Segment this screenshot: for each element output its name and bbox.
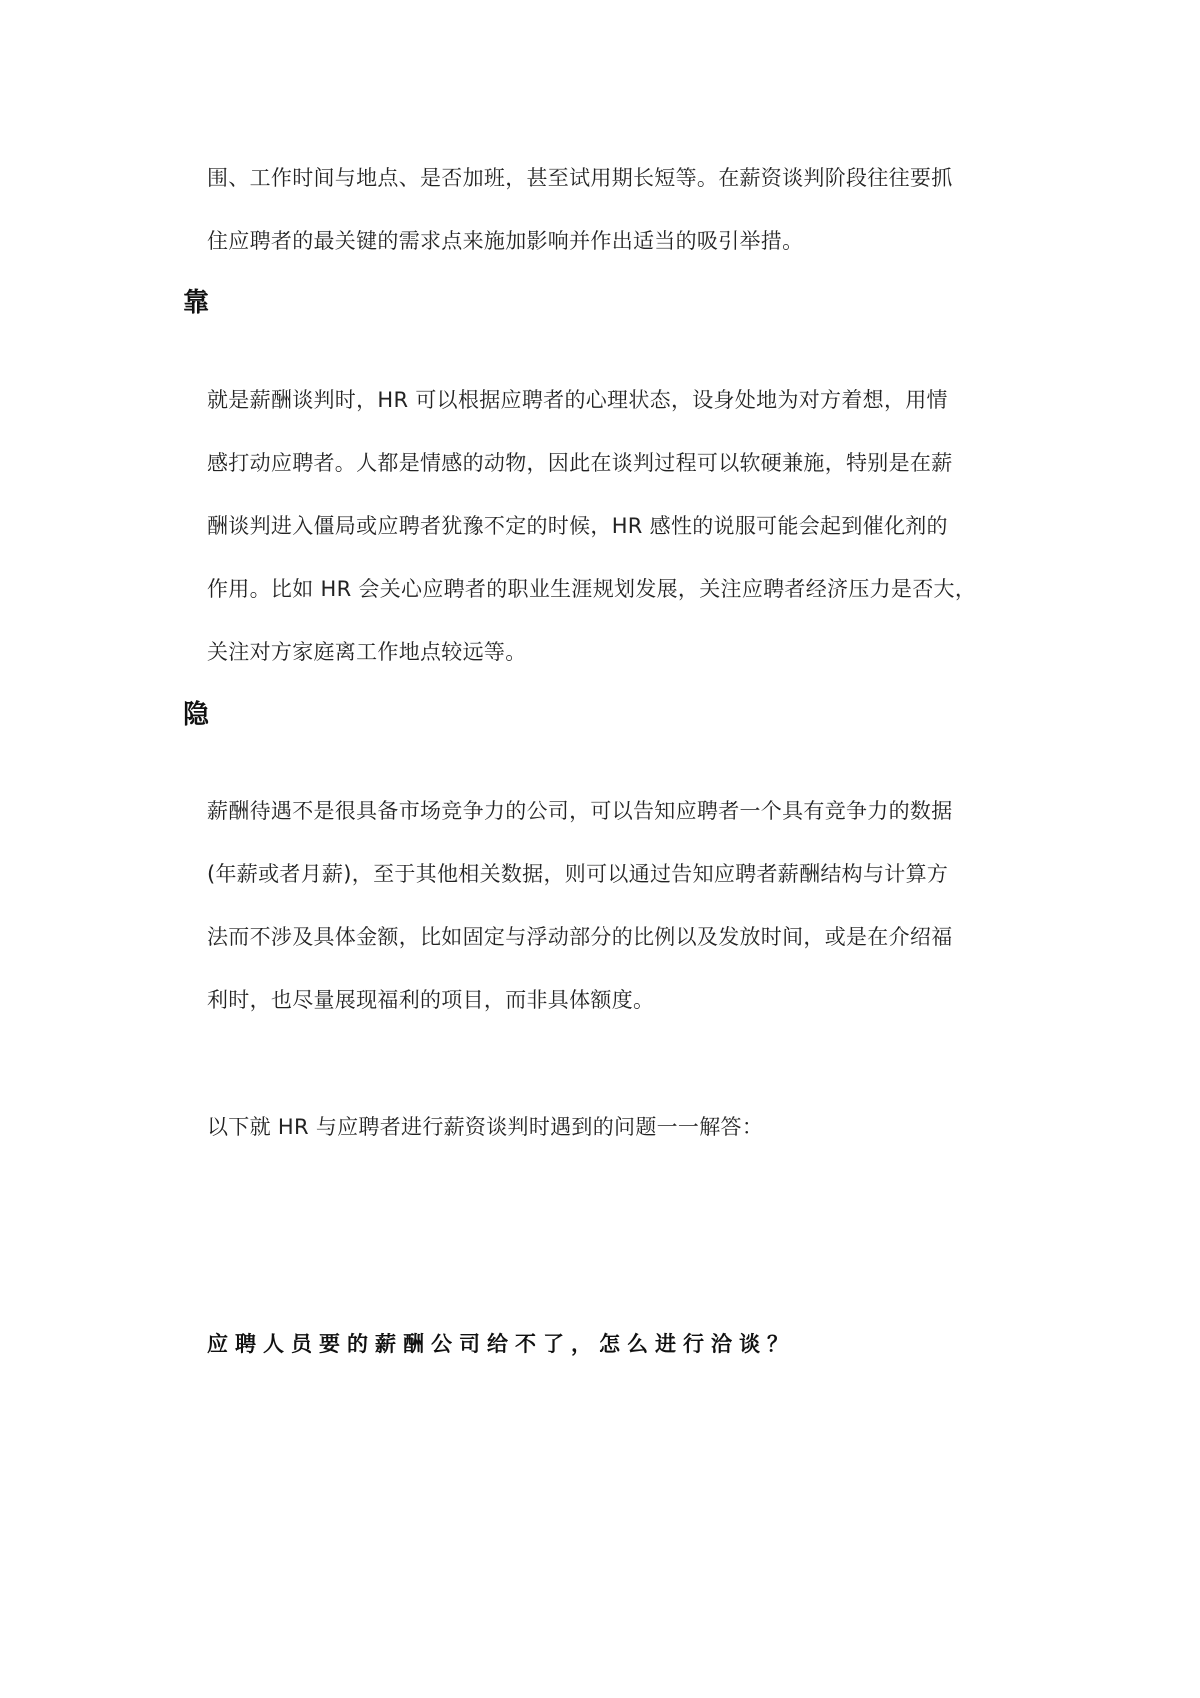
kao-line-1: 就是薪酬谈判时，HR 可以根据应聘者的心理状态，设身处地为对方着想，用情 [207, 388, 948, 412]
yin-line-2: (年薪或者月薪)，至于其他相关数据，则可以通过告知应聘者薪酬结构与计算方 [207, 862, 949, 886]
yin-line-3: 法而不涉及具体金额，比如固定与浮动部分的比例以及发放时间，或是在介绍福 [207, 925, 953, 949]
section-heading-kao: 靠 [183, 288, 210, 318]
question-heading: 应聘人员要的薪酬公司给不了，怎么进行洽谈？ [207, 1332, 795, 1356]
transition-text: 以下就 HR 与应聘者进行薪资谈判时遇到的问题一一解答： [207, 1115, 764, 1139]
kao-line-4: 作用。比如 HR 会关心应聘者的职业生涯规划发展，关注应聘者经济压力是否大， [207, 577, 977, 601]
intro-line-2: 住应聘者的最关键的需求点来施加影响并作出适当的吸引举措。 [207, 229, 804, 253]
kao-line-5: 关注对方家庭离工作地点较远等。 [207, 640, 527, 664]
section-heading-yin: 隐 [183, 700, 210, 730]
yin-line-1: 薪酬待遇不是很具备市场竞争力的公司，可以告知应聘者一个具有竞争力的数据 [207, 799, 953, 823]
kao-line-2: 感打动应聘者。人都是情感的动物，因此在谈判过程可以软硬兼施，特别是在薪 [207, 451, 953, 475]
kao-line-3: 酬谈判进入僵局或应聘者犹豫不定的时候，HR 感性的说服可能会起到催化剂的 [207, 514, 948, 538]
yin-line-4: 利时，也尽量展现福利的项目，而非具体额度。 [207, 988, 655, 1012]
intro-line-1: 围、工作时间与地点、是否加班，甚至试用期长短等。在薪资谈判阶段往往要抓 [207, 166, 953, 190]
